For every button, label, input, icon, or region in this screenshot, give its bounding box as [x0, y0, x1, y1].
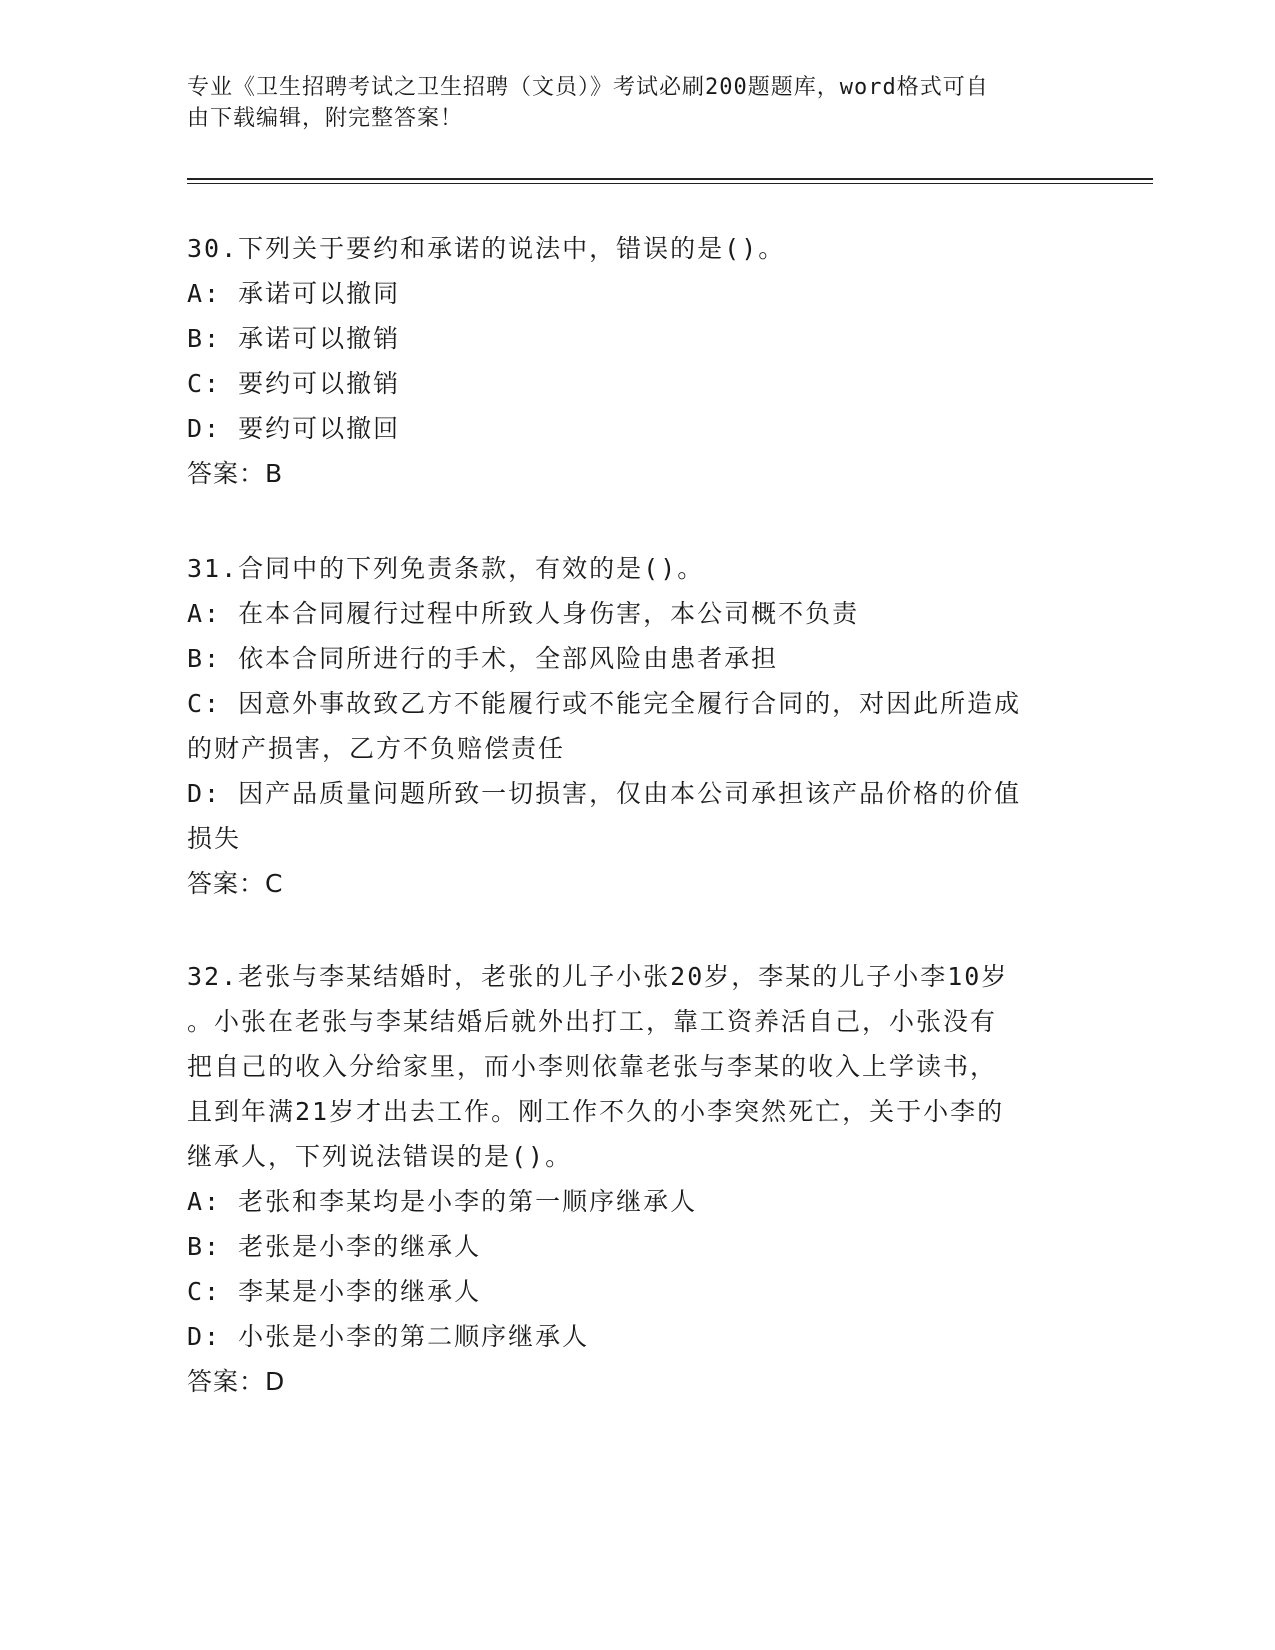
question-stem-line-4: 且到年满21岁才出去工作。刚工作不久的小李突然死亡，关于小李的 — [187, 1097, 1005, 1126]
question-stem-line-2: 。小张在老张与李某结婚后就外出打工，靠工资养活自己，小张没有 — [187, 1007, 998, 1036]
option-a: A: 承诺可以撤同 — [187, 279, 401, 308]
answer-line: 答案：C — [187, 869, 284, 898]
header-line-1: 专业《卫生招聘考试之卫生招聘（文员）》考试必刷200题题库，word格式可自 — [187, 75, 989, 100]
option-b: B: 依本合同所进行的手术，全部风险由患者承担 — [187, 644, 779, 673]
option-c-continued: 的财产损害，乙方不负赔偿责任 — [187, 734, 566, 763]
option-b: B: 承诺可以撤销 — [187, 324, 401, 353]
header-divider-thin — [187, 183, 1153, 184]
option-c: C: 要约可以撤销 — [187, 369, 401, 398]
option-d-continued: 损失 — [187, 824, 242, 853]
header-line-2: 由下载编辑，附完整答案！ — [187, 106, 464, 131]
question-stem-line-5: 继承人，下列说法错误的是()。 — [187, 1142, 573, 1171]
option-d: D: 要约可以撤回 — [187, 414, 401, 443]
question-31 — [187, 546, 1067, 906]
option-d: D: 因产品质量问题所致一切损害，仅由本公司承担该产品价格的价值 — [187, 779, 1022, 808]
option-d: D: 小张是小李的第二顺序继承人 — [187, 1322, 590, 1351]
document-header — [187, 72, 1067, 134]
question-stem: 30.下列关于要约和承诺的说法中，错误的是()。 — [187, 234, 786, 263]
question-stem: 31.合同中的下列免责条款，有效的是()。 — [187, 554, 705, 583]
option-a: A: 在本合同履行过程中所致人身伤害，本公司概不负责 — [187, 599, 860, 628]
question-32 — [187, 954, 1067, 1404]
option-b: B: 老张是小李的继承人 — [187, 1232, 482, 1261]
option-c: C: 李某是小李的继承人 — [187, 1277, 482, 1306]
option-c: C: 因意外事故致乙方不能履行或不能完全履行合同的，对因此所造成 — [187, 689, 1022, 718]
option-a: A: 老张和李某均是小李的第一顺序继承人 — [187, 1187, 698, 1216]
question-30 — [187, 226, 1067, 496]
header-divider-thick — [187, 178, 1153, 180]
answer-line: 答案：D — [187, 1367, 286, 1396]
question-stem-line-3: 把自己的收入分给家里，而小李则依靠老张与李某的收入上学读书， — [187, 1052, 998, 1081]
question-stem-line-1: 32.老张与李某结婚时，老张的儿子小张20岁，李某的儿子小李10岁 — [187, 962, 1009, 991]
answer-line: 答案：B — [187, 459, 284, 488]
